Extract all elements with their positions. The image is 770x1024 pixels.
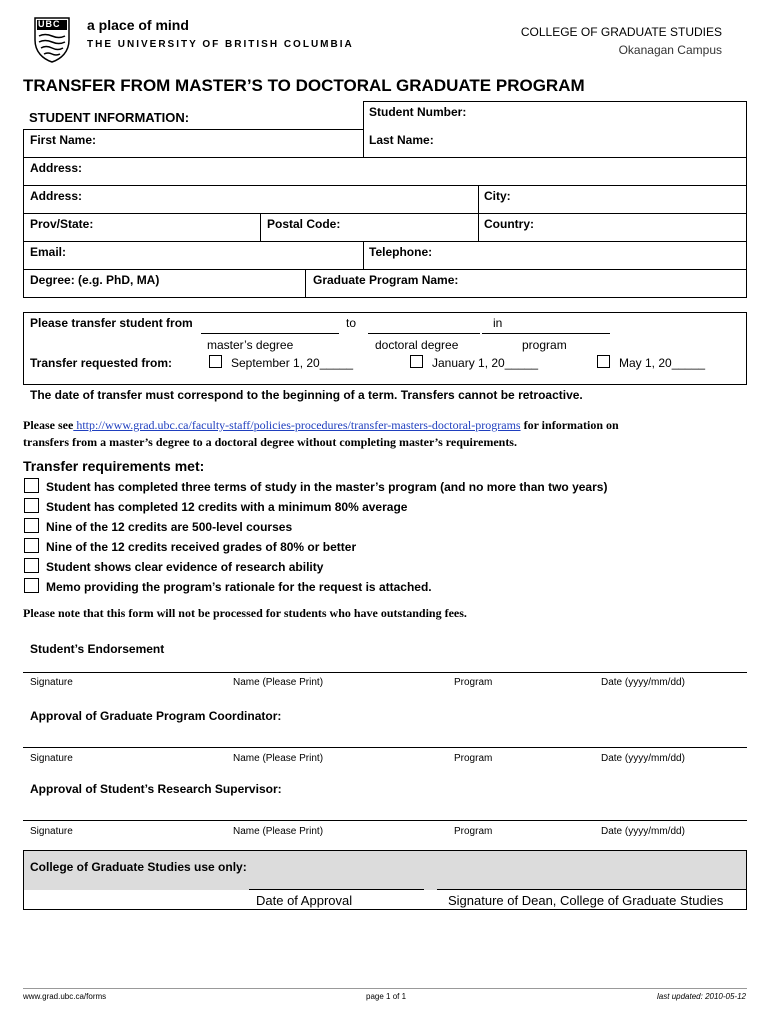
fees-note: Please note that this form will not be processed for students who have outstanding fees. bbox=[23, 606, 467, 620]
cgs-heading: College of Graduate Studies use only: bbox=[30, 860, 247, 874]
country-label: Country: bbox=[484, 217, 534, 231]
date-of-approval-label: Date of Approval bbox=[256, 893, 353, 908]
please-see-text: Please see bbox=[23, 418, 74, 432]
requirement-item-3: Nine of the 12 credits are 500-level courses bbox=[46, 520, 293, 534]
student-date-label: Date (yyyy/mm/dd) bbox=[601, 677, 685, 688]
supervisor-sig-label: Signature bbox=[30, 826, 73, 837]
university-name: THE UNIVERSITY OF BRITISH COLUMBIA bbox=[87, 39, 354, 50]
email-label: Email: bbox=[30, 245, 67, 259]
may-checkbox[interactable] bbox=[597, 355, 610, 368]
program-field[interactable] bbox=[482, 333, 610, 334]
requested-from-label: Transfer requested from: bbox=[30, 356, 173, 370]
tagline: a place of mind bbox=[87, 17, 189, 33]
student-name-label: Name (Please Print) bbox=[233, 677, 324, 688]
student-signature-line[interactable] bbox=[23, 672, 747, 673]
may-option: May 1, 20_____ bbox=[619, 356, 706, 370]
for-info-text: for information on bbox=[520, 418, 619, 432]
last-name-label: Last Name: bbox=[369, 133, 434, 147]
student-info-heading: STUDENT INFORMATION: bbox=[29, 110, 190, 125]
student-sig-label: Signature bbox=[30, 677, 73, 688]
address-label-1: Address: bbox=[30, 161, 83, 175]
info-paragraph-line2: transfers from a master’s degree to a doctoral degree without completing master’s requirements. bbox=[23, 435, 517, 449]
supervisor-program-label: Program bbox=[454, 826, 493, 837]
dean-signature-label: Signature of Dean, College of Graduate Studies bbox=[448, 893, 724, 908]
date-of-approval-line[interactable] bbox=[249, 889, 424, 890]
footer-page: page 1 of 1 bbox=[366, 992, 407, 1001]
january-checkbox[interactable] bbox=[410, 355, 423, 368]
prov-state-label: Prov/State: bbox=[30, 217, 94, 231]
logo-text: UBC bbox=[38, 19, 61, 29]
requirement-item-1: Student has completed three terms of study in the master’s program (and no more than two years) bbox=[46, 480, 608, 494]
dean-signature-line[interactable] bbox=[437, 889, 746, 890]
college-name: COLLEGE OF GRADUATE STUDIES bbox=[520, 25, 722, 39]
masters-degree-caption: master’s degree bbox=[207, 338, 294, 352]
footer-updated: last updated: 2010-05-12 bbox=[657, 992, 746, 1001]
supervisor-name-label: Name (Please Print) bbox=[233, 826, 324, 837]
please-transfer-label: Please transfer student from bbox=[30, 316, 193, 330]
to-label: to bbox=[346, 316, 357, 330]
ubc-logo bbox=[33, 16, 71, 64]
retroactive-note: The date of transfer must correspond to the beginning of a term. Transfers cannot be retroactive. bbox=[30, 388, 583, 402]
january-option: January 1, 20_____ bbox=[432, 356, 539, 370]
student-endorsement-heading: Student’s Endorsement bbox=[30, 642, 165, 656]
supervisor-signature-line[interactable] bbox=[23, 820, 747, 821]
requirement-item-4: Nine of the 12 credits received grades of 80% or better bbox=[46, 540, 357, 554]
requirement-item-5: Student shows clear evidence of research ability bbox=[46, 560, 324, 574]
from-degree-field[interactable] bbox=[201, 333, 339, 334]
requirement-checkbox-4[interactable] bbox=[24, 538, 39, 553]
first-name-label: First Name: bbox=[30, 133, 97, 147]
requirement-checkbox-5[interactable] bbox=[24, 558, 39, 573]
requirements-heading: Transfer requirements met: bbox=[23, 458, 205, 474]
coordinator-name-label: Name (Please Print) bbox=[233, 753, 324, 764]
student-number-label: Student Number: bbox=[369, 105, 467, 119]
requirement-item-2: Student has completed 12 credits with a minimum 80% average bbox=[46, 500, 408, 514]
september-checkbox[interactable] bbox=[209, 355, 222, 368]
requirement-checkbox-1[interactable] bbox=[24, 478, 39, 493]
september-option: September 1, 20_____ bbox=[231, 356, 354, 370]
program-caption: program bbox=[522, 338, 567, 352]
in-label: in bbox=[493, 316, 503, 330]
postal-code-label: Postal Code: bbox=[267, 217, 341, 231]
city-label: City: bbox=[484, 189, 511, 203]
telephone-label: Telephone: bbox=[369, 245, 433, 259]
address-label-2: Address: bbox=[30, 189, 83, 203]
program-name-label: Graduate Program Name: bbox=[313, 273, 459, 287]
coordinator-signature-line[interactable] bbox=[23, 747, 747, 748]
student-info-table bbox=[23, 101, 747, 298]
requirement-checkbox-2[interactable] bbox=[24, 498, 39, 513]
footer-rule bbox=[23, 988, 747, 989]
coordinator-sig-label: Signature bbox=[30, 753, 73, 764]
doctoral-degree-caption: doctoral degree bbox=[375, 338, 459, 352]
footer-url: www.grad.ubc.ca/forms bbox=[23, 992, 107, 1001]
requirement-item-6: Memo providing the program’s rationale for the request is attached. bbox=[46, 580, 432, 594]
requirement-checkbox-6[interactable] bbox=[24, 578, 39, 593]
to-degree-field[interactable] bbox=[368, 333, 480, 334]
student-program-label: Program bbox=[454, 677, 493, 688]
campus-name: Okanagan Campus bbox=[618, 43, 722, 57]
policy-link[interactable]: http://www.grad.ubc.ca/faculty-staff/policies-procedures/transfer-masters-doctoral-programs bbox=[73, 418, 521, 432]
coordinator-date-label: Date (yyyy/mm/dd) bbox=[601, 753, 685, 764]
page-title: TRANSFER FROM MASTER’S TO DOCTORAL GRADUATE PROGRAM bbox=[23, 76, 585, 95]
requirement-checkbox-3[interactable] bbox=[24, 518, 39, 533]
coordinator-approval-heading: Approval of Graduate Program Coordinator: bbox=[30, 709, 282, 723]
coordinator-program-label: Program bbox=[454, 753, 493, 764]
supervisor-date-label: Date (yyyy/mm/dd) bbox=[601, 826, 685, 837]
info-paragraph bbox=[23, 418, 753, 433]
degree-label: Degree: (e.g. PhD, MA) bbox=[30, 273, 160, 287]
supervisor-approval-heading: Approval of Student’s Research Supervisor: bbox=[30, 782, 282, 796]
